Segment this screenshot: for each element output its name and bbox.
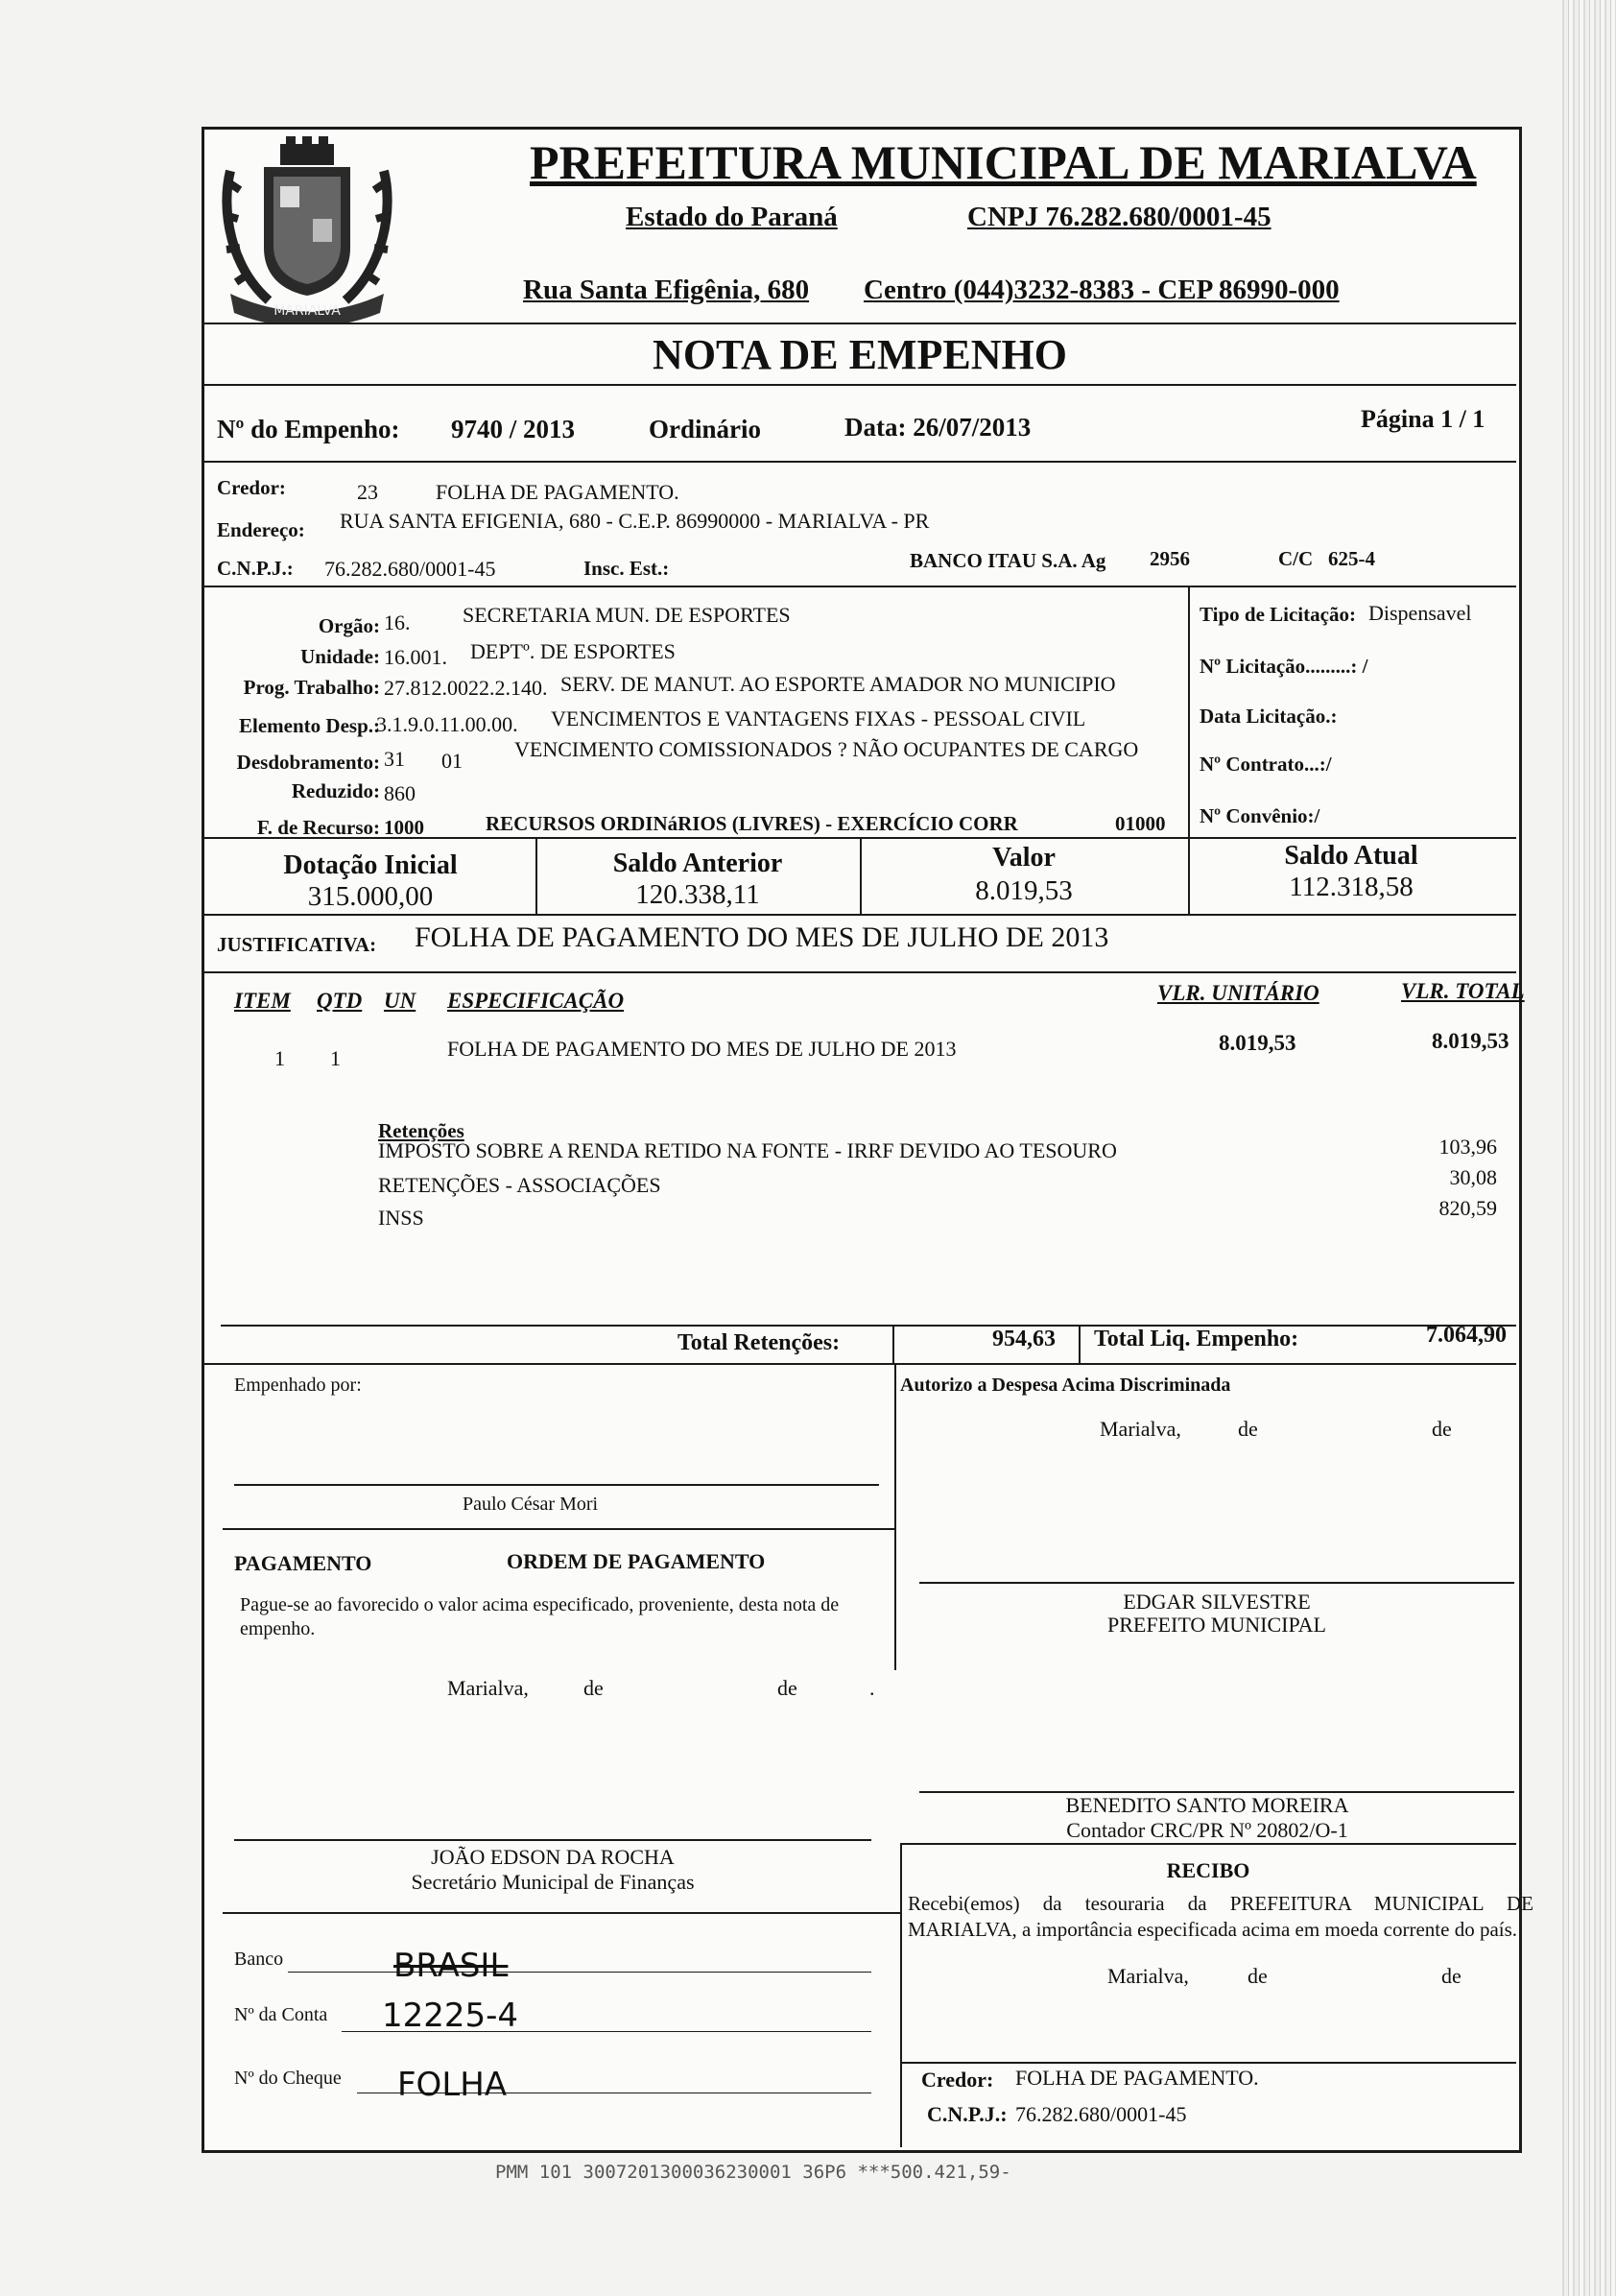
row-qtd: 1	[330, 1046, 341, 1070]
dotacao-inicial-label: Dotação Inicial	[283, 850, 458, 880]
bank-agency: 2956	[1150, 547, 1190, 570]
tipo-licitacao-label: Tipo de Licitação:	[1200, 603, 1356, 626]
autorizo-label: Autorizo a Despesa Acima Discriminada	[900, 1375, 1231, 1396]
endereco-label: Endereço:	[217, 518, 305, 541]
retencao-desc-2: RETENÇÕES - ASSOCIAÇÕES	[378, 1173, 661, 1197]
cnpj-label: C.N.P.J.:	[217, 557, 294, 580]
header-un: UN	[384, 989, 416, 1013]
recurso-name: RECURSOS ORDINáRIOS (LIVRES) - EXERCÍCIO CORR	[486, 812, 1018, 835]
numero-convenio: Nº Convênio:/	[1200, 804, 1320, 827]
prog-name: SERV. DE MANUT. AO ESPORTE AMADOR NO MUNICIPIO	[560, 672, 1116, 696]
secretario-role: Secretário Municipal de Finanças	[411, 1870, 695, 1894]
unidade-label: Unidade:	[300, 645, 380, 668]
credor-name: FOLHA DE PAGAMENTO.	[436, 480, 679, 504]
desdobramento-code2: 01	[441, 749, 463, 773]
saldo-anterior-label: Saldo Anterior	[612, 849, 783, 878]
credor-code: 23	[357, 480, 378, 504]
valor-value: 8.019,53	[975, 875, 1073, 906]
cc-label: C/C	[1278, 547, 1314, 570]
prog-code: 27.812.0022.2.140.	[384, 676, 548, 700]
desdobramento-code1: 31	[384, 747, 405, 771]
elemento-name: VENCIMENTOS E VANTAGENS FIXAS - PESSOAL CIVIL	[551, 706, 1086, 730]
retencao-desc-3: INSS	[378, 1206, 424, 1230]
retencao-value-3: 820,59	[1438, 1196, 1497, 1220]
header-item: ITEM	[234, 989, 291, 1013]
justificativa-label: JUSTIFICATIVA:	[217, 933, 377, 956]
recibo-text: Recebi(emos) da tesouraria da PREFEITURA MUNICIPAL DE MARIALVA, a importância especificada acima em moeda corrente do país.	[908, 1892, 1533, 1941]
orgao-label: Orgão:	[318, 614, 380, 637]
header-cnpj: CNPJ 76.282.680/0001-45	[967, 202, 1271, 232]
justificativa-text: FOLHA DE PAGAMENTO DO MES DE JULHO DE 2013	[415, 921, 1109, 953]
total-liquido-value: 7.064,90	[1426, 1323, 1507, 1348]
retencao-desc-1: IMPOSTO SOBRE A RENDA RETIDO NA FONTE - IRRF DEVIDO AO TESOURO	[378, 1138, 1117, 1162]
page-number: Página 1 / 1	[1361, 405, 1485, 433]
pagamento-dot: .	[869, 1676, 875, 1700]
reduzido-value: 860	[384, 781, 416, 805]
cheque-label: Nº do Cheque	[234, 2068, 342, 2089]
retencoes-title: Retenções	[378, 1119, 464, 1142]
empenho-date: Data: 26/07/2013	[844, 413, 1032, 442]
desdobramento-label: Desdobramento:	[236, 751, 380, 774]
orgao-code: 16.	[384, 610, 411, 634]
unidade-code: 16.001.	[384, 645, 447, 669]
autorizo-de2: de	[1432, 1417, 1452, 1441]
row-total-value: 8.019,53	[1432, 1029, 1509, 1053]
saldo-atual-value: 112.318,58	[1289, 872, 1414, 902]
recibo-title: RECIBO	[1166, 1858, 1250, 1882]
header-vlr-unitario: VLR. UNITÁRIO	[1157, 981, 1319, 1005]
retencao-value-1: 103,96	[1438, 1135, 1497, 1159]
recurso-label: F. de Recurso:	[256, 816, 380, 839]
retencao-value-2: 30,08	[1449, 1165, 1497, 1189]
data-licitacao: Data Licitação.:	[1200, 705, 1338, 728]
banco-value: BRASIL	[393, 1947, 509, 1985]
contador-role: Contador CRC/PR Nº 20802/O-1	[1066, 1818, 1348, 1842]
autorizo-city: Marialva,	[1100, 1417, 1181, 1441]
elemento-code: 3.1.9.0.11.00.00.	[376, 712, 518, 736]
prog-label: Prog. Trabalho:	[243, 676, 380, 699]
recibo-cnpj: 76.282.680/0001-45	[1015, 2102, 1187, 2126]
autorizo-de1: de	[1238, 1417, 1258, 1441]
conta-value: 12225-4	[382, 1997, 519, 2035]
bank-name: BANCO ITAU S.A. Ag	[910, 549, 1106, 572]
header-qtd: QTD	[317, 989, 363, 1013]
dotacao-inicial-value: 315.000,00	[307, 881, 434, 912]
desdobramento-name: VENCIMENTO COMISSIONADOS ? NÃO OCUPANTES DE CARGO	[514, 737, 1139, 761]
recibo-de2: de	[1441, 1964, 1462, 1988]
scan-edge	[1562, 0, 1616, 2296]
secretario-name: JOÃO EDSON DA ROCHA	[431, 1845, 675, 1869]
total-retencoes-value: 954,63	[992, 1327, 1056, 1351]
recibo-credor-name: FOLHA DE PAGAMENTO.	[1015, 2066, 1259, 2090]
empenhado-por-name: Paulo César Mori	[463, 1494, 599, 1515]
pagamento-de2: de	[777, 1676, 797, 1700]
document-title: NOTA DE EMPENHO	[653, 331, 1067, 378]
credor-cnpj: 76.282.680/0001-45	[324, 557, 496, 581]
cheque-value: FOLHA	[397, 2066, 508, 2104]
prefeito-role: PREFEITO MUNICIPAL	[1107, 1613, 1326, 1637]
banco-label: Banco	[234, 1949, 284, 1970]
row-unit-value: 8.019,53	[1219, 1031, 1296, 1055]
recibo-de1: de	[1248, 1964, 1268, 1988]
empenho-number-label: Nº do Empenho:	[217, 415, 400, 443]
numero-licitacao: Nº Licitação.........: /	[1200, 655, 1368, 678]
unidade-name: DEPTº. DE ESPORTES	[470, 639, 676, 663]
municipal-crest-logo	[211, 132, 403, 324]
orgao-name: SECRETARIA MUN. DE ESPORTES	[463, 603, 791, 627]
contador-name: BENEDITO SANTO MOREIRA	[1065, 1793, 1349, 1817]
pagamento-city: Marialva,	[447, 1676, 529, 1700]
pagamento-de1: de	[583, 1676, 604, 1700]
recurso-code2: 01000	[1115, 812, 1166, 835]
recurso-code: 1000	[384, 816, 424, 839]
municipality-title: PREFEITURA MUNICIPAL DE MARIALVA	[530, 135, 1477, 189]
saldo-anterior-value: 120.338,11	[635, 879, 760, 910]
empenho-type: Ordinário	[649, 415, 762, 443]
total-liquido-label: Total Liq. Empenho:	[1094, 1327, 1299, 1351]
recibo-credor-label: Credor:	[921, 2068, 994, 2092]
total-retencoes-label: Total Retenções:	[677, 1330, 841, 1355]
recibo-city: Marialva,	[1107, 1964, 1189, 1988]
empenhado-por-label: Empenhado por:	[234, 1375, 362, 1396]
row-item: 1	[274, 1046, 285, 1070]
credor-address: RUA SANTA EFIGENIA, 680 - C.E.P. 86990000 - MARIALVA - PR	[340, 509, 930, 533]
state-name: Estado do Paraná	[626, 202, 838, 232]
header-address: Rua Santa Efigênia, 680	[523, 275, 810, 305]
empenho-number: 9740 / 2013	[451, 415, 576, 443]
footer-code: PMM 101 3007201300036230001 36P6 ***500.421,59-	[495, 2162, 1011, 2183]
ordem-pagamento-label: ORDEM DE PAGAMENTO	[507, 1549, 766, 1573]
pagamento-text: Pague-se ao favorecido o valor acima especificado, proveniente, desta nota de empenho.	[240, 1594, 840, 1639]
crest-banner-text: MARIALVA	[273, 303, 341, 319]
numero-contrato: Nº Contrato...:/	[1200, 753, 1332, 776]
credor-label: Credor:	[217, 476, 286, 499]
row-spec: FOLHA DE PAGAMENTO DO MES DE JULHO DE 2013	[447, 1037, 957, 1061]
insc-est-label: Insc. Est.:	[583, 557, 670, 580]
header-vlr-total: VLR. TOTAL	[1401, 979, 1525, 1003]
header-phone-cep: Centro (044)3232-8383 - CEP 86990-000	[864, 275, 1340, 305]
pagamento-label: PAGAMENTO	[234, 1551, 372, 1575]
header-especificacao: ESPECIFICAÇÃO	[447, 989, 625, 1013]
reduzido-label: Reduzido:	[291, 779, 380, 802]
tipo-licitacao-value: Dispensavel	[1368, 601, 1472, 625]
cc-number: 625-4	[1328, 547, 1375, 570]
prefeito-name: EDGAR SILVESTRE	[1123, 1590, 1311, 1614]
elemento-label: Elemento Desp.:	[239, 714, 380, 737]
recibo-cnpj-label: C.N.P.J.:	[927, 2102, 1008, 2126]
conta-label: Nº da Conta	[234, 2004, 328, 2025]
saldo-atual-label: Saldo Atual	[1284, 841, 1418, 871]
valor-label: Valor	[992, 843, 1056, 873]
